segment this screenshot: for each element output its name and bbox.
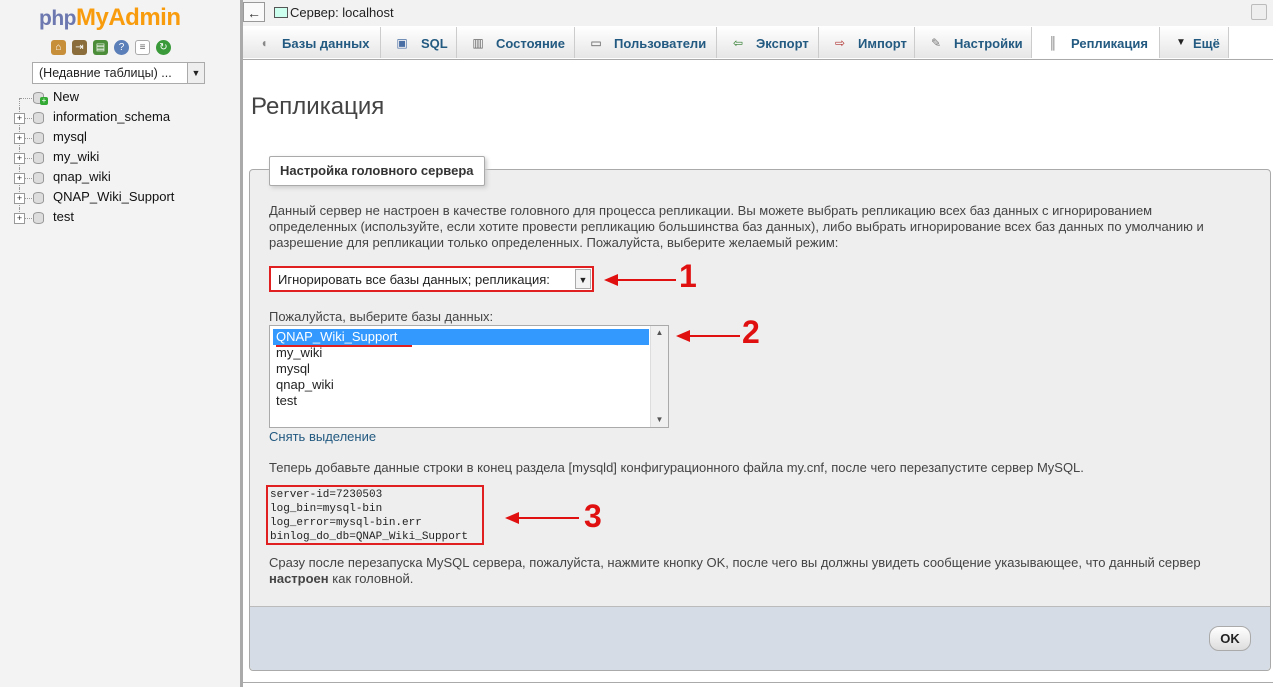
tab-export[interactable] — [717, 27, 819, 58]
tab-sql[interactable] — [381, 27, 457, 58]
tree-item-new[interactable] — [14, 88, 234, 108]
phpmyadmin-logo[interactable] — [39, 4, 180, 32]
tab-label: Состояние — [496, 36, 566, 51]
database-select-label: Пожалуйста, выберите базы данных: — [269, 309, 494, 324]
chevron-down-icon: ▼ — [1176, 37, 1186, 48]
nav-icon-bar — [51, 40, 171, 55]
tab-more[interactable] — [1160, 27, 1229, 58]
tree-item-label: information_schema — [53, 109, 171, 124]
database-icon — [33, 132, 44, 144]
tab-label: Базы данных — [282, 36, 370, 51]
replication-icon: ║ — [1048, 36, 1058, 50]
nav-resize-handle[interactable] — [240, 0, 243, 687]
replication-mode-value: Игнорировать все базы данных; репликация: — [278, 272, 550, 287]
annotation-number-1: 1 — [679, 258, 697, 294]
tree-item-label: New — [53, 89, 80, 104]
top-bar — [243, 0, 1273, 27]
after-restart-text — [269, 555, 1229, 587]
list-item[interactable]: mysql — [276, 361, 310, 376]
expand-icon[interactable]: + — [14, 173, 25, 184]
deselect-link[interactable]: Снять выделение — [269, 429, 377, 444]
tab-label: Экспорт — [756, 36, 809, 51]
expand-icon[interactable]: + — [14, 213, 25, 224]
annotation-number-3: 3 — [584, 498, 602, 534]
config-line: server-id=7230503 — [270, 489, 383, 501]
ok-button[interactable]: OK — [1209, 626, 1251, 651]
fieldset-legend: Настройка головного сервера — [269, 156, 485, 186]
help-icon[interactable]: ? — [114, 40, 129, 55]
logo-php: php — [39, 7, 76, 30]
docs-icon[interactable]: ≡ — [135, 40, 150, 55]
database-icon — [33, 212, 44, 224]
tree-item-mysql[interactable] — [14, 128, 234, 148]
tree-item-information-schema[interactable] — [14, 108, 234, 128]
database-icon — [33, 192, 44, 204]
list-item[interactable]: qnap_wiki — [276, 377, 334, 392]
config-line: binlog_do_db=QNAP_Wiki_Support — [270, 531, 469, 543]
tree-item-label: mysql — [53, 129, 87, 144]
database-icon — [33, 152, 44, 164]
config-line: log_error=mysql-bin.err — [270, 517, 422, 529]
tree-item-label: qnap_wiki — [53, 169, 111, 184]
config-line: log_bin=mysql-bin — [270, 503, 383, 515]
fieldset-footer — [250, 606, 1270, 670]
list-item[interactable]: test — [276, 393, 297, 408]
tree-item-qnap-wiki[interactable] — [14, 168, 234, 188]
tab-label: Репликация — [1071, 36, 1148, 51]
export-icon: ⇦ — [732, 36, 744, 50]
annotation-number-2: 2 — [742, 314, 760, 350]
scroll-down-icon[interactable]: ▼ — [655, 415, 664, 424]
tab-label: Ещё — [1193, 36, 1220, 51]
config-snippet — [266, 485, 484, 545]
plus-icon: + — [41, 96, 47, 105]
expand-icon[interactable]: + — [14, 133, 25, 144]
add-lines-text: Теперь добавьте данные строки в конец раздела [mysqld] конфигурационного файла my.cnf, после чего перезапустите сервер MySQL. — [269, 460, 1084, 475]
tree-item-qnap-wiki-support[interactable] — [14, 188, 234, 208]
recent-tables-select[interactable] — [32, 62, 205, 84]
tab-users[interactable] — [575, 27, 717, 58]
list-item-selected[interactable] — [273, 329, 649, 345]
database-icon — [33, 172, 44, 184]
tab-settings[interactable] — [915, 27, 1032, 58]
scroll-up-icon[interactable]: ▲ — [655, 328, 664, 337]
users-icon: ▭ — [590, 36, 602, 50]
tab-label: SQL — [421, 36, 448, 51]
tree-item-my-wiki[interactable] — [14, 148, 234, 168]
tree-item-label: my_wiki — [53, 149, 100, 164]
expand-icon[interactable]: + — [14, 153, 25, 164]
chevron-down-icon[interactable]: ▼ — [575, 269, 591, 289]
reload-icon[interactable]: ↻ — [156, 40, 171, 55]
server-icon — [274, 7, 288, 18]
database-tree — [14, 88, 234, 228]
expand-icon[interactable]: + — [14, 193, 25, 204]
logo-myadmin: MyAdmin — [75, 4, 181, 31]
navigation-panel — [0, 0, 240, 687]
exit-icon[interactable]: ⇥ — [72, 40, 87, 55]
expand-icon[interactable]: + — [14, 113, 25, 124]
import-icon: ⇨ — [834, 36, 846, 50]
list-item-label: QNAP_Wiki_Support — [276, 329, 398, 344]
after-text-bold: настроен — [269, 571, 329, 586]
tab-status[interactable] — [457, 27, 575, 58]
wrench-icon: ✎ — [930, 36, 942, 50]
intro-text: Данный сервер не настроен в качестве головного для процесса репликации. Вы можете выбрать репликацию всех баз данных с игнорированием определенных (используйте, если хотите провести репликацию большинства баз данных), либо выбрать игнорирование всех баз данных по умолчанию и разрешение для репликации только определенных. Пожалуйста, выберите желаемый режим: — [269, 203, 1204, 250]
tree-item-test[interactable] — [14, 208, 234, 228]
tree-item-label: QNAP_Wiki_Support — [53, 189, 175, 204]
tab-label: Импорт — [858, 36, 907, 51]
main-tabs — [243, 26, 1273, 60]
scrollbar[interactable] — [650, 326, 668, 427]
collapse-nav-button[interactable]: ← — [243, 2, 265, 22]
home-icon[interactable]: ⌂ — [51, 40, 66, 55]
tab-databases[interactable] — [243, 27, 381, 58]
tab-import[interactable] — [819, 27, 915, 58]
tab-label: Пользователи — [614, 36, 707, 51]
recent-tables-value: (Недавние таблицы) ... — [39, 66, 172, 80]
chevron-down-icon[interactable]: ▼ — [187, 63, 204, 83]
annotation-arrow-1 — [604, 270, 676, 290]
settings-toggle-icon[interactable] — [1251, 4, 1267, 20]
tab-label: Настройки — [954, 36, 1023, 51]
status-icon: ▥ — [472, 36, 484, 50]
after-text-part1: Сразу после перезапуска MySQL сервера, пожалуйста, нажмите кнопку OK, после чего вы должны увидеть сообщение указывающее, что данный сервер — [269, 555, 1201, 570]
database-multiselect[interactable] — [269, 325, 669, 428]
annotation-arrow-2 — [676, 326, 740, 346]
annotation-arrow-3 — [505, 508, 579, 528]
tab-replication[interactable] — [1032, 27, 1160, 58]
after-text-part2: как головной. — [328, 571, 414, 586]
database-icon: ◖ — [260, 36, 268, 50]
tree-item-label: test — [53, 209, 74, 224]
sql-icon: ▣ — [396, 36, 408, 50]
breadcrumb-server[interactable]: Сервер: localhost — [290, 5, 394, 20]
list-item[interactable]: my_wiki — [276, 345, 323, 360]
page-title: Репликация — [251, 93, 385, 120]
database-icon — [33, 112, 44, 124]
query-window-icon[interactable]: ▤ — [93, 40, 108, 55]
bottom-divider — [243, 682, 1273, 683]
replication-mode-select[interactable] — [269, 266, 594, 292]
